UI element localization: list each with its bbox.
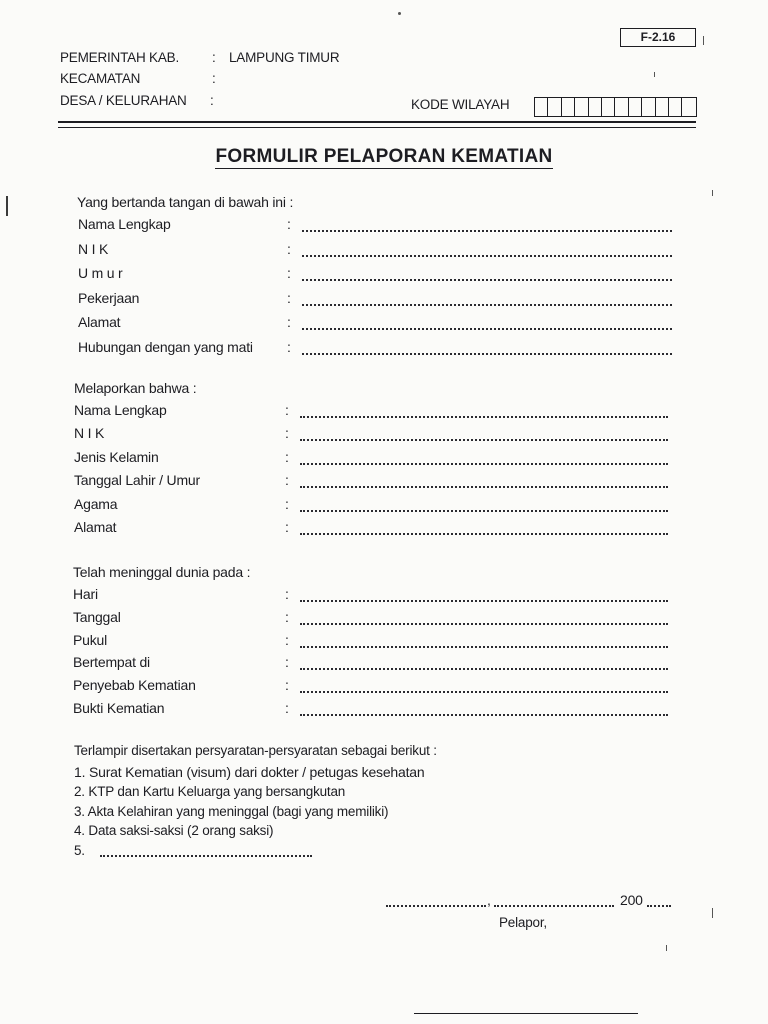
kode-wilayah-box[interactable]: [669, 98, 682, 116]
kecamatan-label: KECAMATAN: [60, 71, 141, 86]
reporter-field-colon: :: [287, 339, 291, 355]
death-field-label: Pukul: [73, 631, 108, 648]
desa-label: DESA / KELURAHAN: [60, 93, 187, 108]
reporter-field-label: Nama Lengkap: [78, 216, 171, 232]
scan-mark: [703, 36, 704, 45]
deceased-field-colon: :: [285, 495, 289, 512]
pemerintah-value: LAMPUNG TIMUR: [229, 50, 340, 65]
scan-mark: [6, 196, 8, 216]
reporter-field-input-blank[interactable]: [302, 255, 672, 257]
death-field-label: Hari: [73, 586, 98, 602]
death-field-label: Penyebab Kematian: [73, 677, 196, 694]
death-field-colon: :: [285, 654, 289, 671]
date-comma: ,: [487, 892, 491, 908]
scan-mark: [398, 12, 401, 15]
requirement-item-2: 2. KTP dan Kartu Keluarga yang bersangkutan: [74, 784, 346, 799]
death-field-colon: :: [285, 608, 289, 625]
date-blank[interactable]: [494, 905, 614, 907]
deceased-field-input-blank[interactable]: [300, 416, 668, 418]
header-rule-top: [58, 121, 696, 123]
requirement-item-5-blank[interactable]: [100, 855, 312, 857]
deceased-field-colon: :: [285, 472, 289, 489]
kode-wilayah-box[interactable]: [575, 98, 588, 116]
reporter-intro: Yang bertanda tangan di bawah ini :: [77, 194, 294, 210]
death-intro: Telah meninggal dunia pada :: [73, 564, 251, 580]
deceased-field-input-blank[interactable]: [300, 439, 668, 441]
reporter-field-label: Alamat: [78, 314, 121, 331]
desa-colon: :: [210, 93, 214, 108]
scan-mark: [712, 908, 713, 918]
death-field-label: Bukti Kematian: [73, 700, 165, 716]
deceased-intro: Melaporkan bahwa :: [74, 380, 197, 396]
deceased-field-label: Jenis Kelamin: [74, 448, 159, 465]
kecamatan-colon: :: [212, 71, 216, 86]
death-field-input-blank[interactable]: [300, 668, 668, 670]
death-field-colon: :: [285, 631, 289, 648]
kode-wilayah-boxes: [534, 97, 697, 117]
death-field-label: Tanggal: [73, 608, 121, 625]
death-field-label: Bertempat di: [73, 654, 150, 671]
reporter-field-input-blank[interactable]: [302, 328, 672, 330]
deceased-field-label: Tanggal Lahir / Umur: [74, 472, 200, 489]
reporter-field-colon: :: [287, 216, 291, 232]
deceased-field-colon: :: [285, 425, 289, 442]
death-field-input-blank[interactable]: [300, 714, 668, 716]
place-blank[interactable]: [386, 905, 486, 907]
kode-wilayah-box[interactable]: [589, 98, 602, 116]
death-field-input-blank[interactable]: [300, 646, 668, 648]
kode-wilayah-box[interactable]: [642, 98, 655, 116]
scan-mark: [712, 190, 713, 196]
deceased-field-input-blank[interactable]: [300, 486, 668, 488]
death-field-colon: :: [285, 677, 289, 694]
reporter-field-label: Pekerjaan: [78, 289, 140, 306]
form-title-text: FORMULIR PELAPORAN KEMATIAN: [215, 146, 553, 167]
deceased-field-input-blank[interactable]: [300, 463, 668, 465]
kode-wilayah-box[interactable]: [562, 98, 575, 116]
reporter-field-label: Hubungan dengan yang mati: [78, 339, 253, 355]
death-field-input-blank[interactable]: [300, 600, 668, 602]
deceased-field-input-blank[interactable]: [300, 510, 668, 512]
kode-wilayah-box[interactable]: [629, 98, 642, 116]
kode-wilayah-box[interactable]: [615, 98, 628, 116]
deceased-field-label: Alamat: [74, 519, 117, 535]
requirement-item-1: 1. Surat Kematian (visum) dari dokter / petugas kesehatan: [74, 764, 425, 780]
deceased-field-colon: :: [285, 448, 289, 465]
reporter-field-input-blank[interactable]: [302, 353, 672, 355]
reporter-field-label: U m u r: [78, 265, 123, 282]
reporter-field-colon: :: [287, 289, 291, 306]
form-code-box: F-2.16: [620, 28, 696, 47]
death-field-input-blank[interactable]: [300, 623, 668, 625]
pemerintah-label: PEMERINTAH KAB.: [60, 50, 180, 65]
reporter-field-colon: :: [287, 314, 291, 331]
kode-wilayah-box[interactable]: [602, 98, 615, 116]
reporter-field-colon: :: [287, 240, 291, 257]
year-blank[interactable]: [647, 905, 671, 907]
requirements-intro: Terlampir disertakan persyaratan-persyaratan sebagai berikut :: [74, 743, 437, 758]
death-field-colon: :: [285, 586, 289, 602]
requirement-item-5: 5.: [74, 843, 85, 858]
kode-wilayah-label: KODE WILAYAH: [411, 97, 510, 112]
form-title: [0, 146, 768, 168]
deceased-field-colon: :: [285, 402, 289, 418]
signature-line[interactable]: [414, 1013, 638, 1014]
scan-mark: [666, 945, 667, 951]
kode-wilayah-box[interactable]: [535, 98, 548, 116]
death-field-input-blank[interactable]: [300, 691, 668, 693]
reporter-field-colon: :: [287, 265, 291, 282]
deceased-field-input-blank[interactable]: [300, 533, 668, 535]
reporter-field-input-blank[interactable]: [302, 230, 672, 232]
requirement-item-3: 3. Akta Kelahiran yang meninggal (bagi yang memiliki): [74, 804, 389, 819]
kode-wilayah-box[interactable]: [548, 98, 561, 116]
scan-mark: [654, 72, 655, 77]
deceased-field-colon: :: [285, 519, 289, 535]
requirement-item-4: 4. Data saksi-saksi (2 orang saksi): [74, 823, 274, 838]
header-rule-bottom: [58, 127, 696, 128]
death-field-colon: :: [285, 700, 289, 716]
pemerintah-colon: :: [212, 50, 216, 65]
reporter-field-input-blank[interactable]: [302, 279, 672, 281]
deceased-field-label: Nama Lengkap: [74, 402, 167, 418]
deceased-field-label: N I K: [74, 425, 105, 442]
reporter-field-input-blank[interactable]: [302, 304, 672, 306]
reporter-signature-label: Pelapor,: [499, 915, 547, 930]
reporter-field-label: N I K: [78, 240, 109, 257]
year-prefix: 200: [620, 892, 643, 908]
kode-wilayah-box[interactable]: [656, 98, 669, 116]
kode-wilayah-box[interactable]: [682, 98, 695, 116]
deceased-field-label: Agama: [74, 495, 118, 512]
